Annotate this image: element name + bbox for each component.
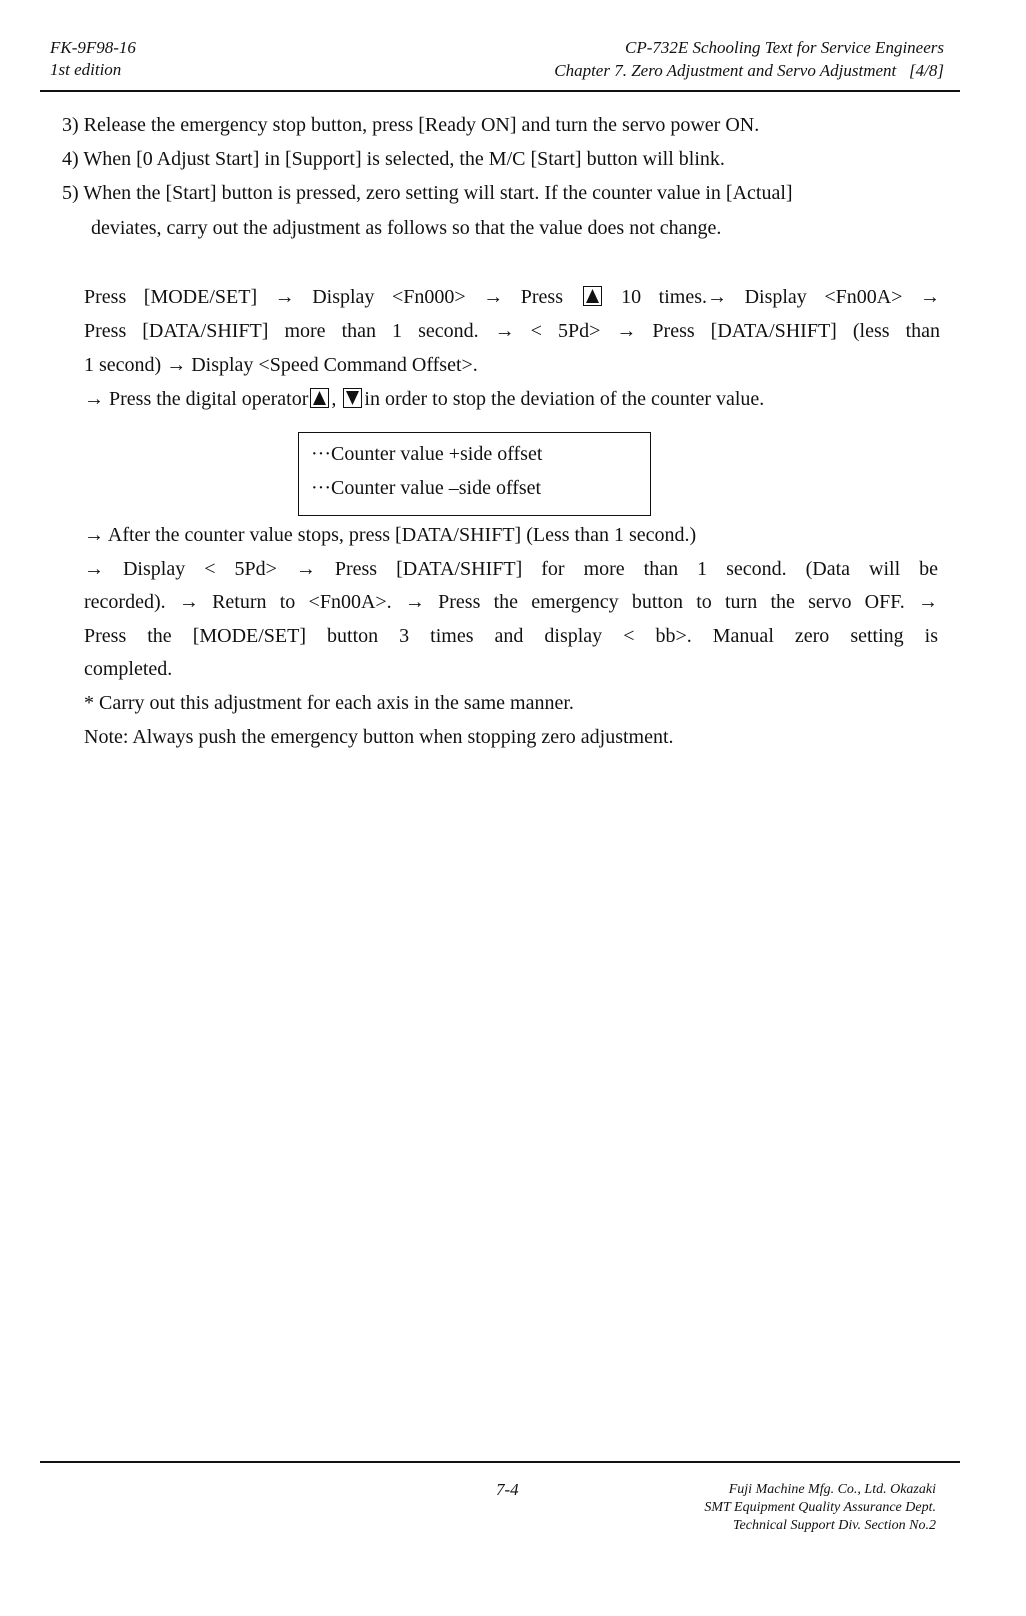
doc-title: CP-732E Schooling Text for Service Engineers (624, 38, 944, 57)
step-text: When the [Start] button is pressed, zero setting will start. If the counter value in [Actual] (83, 182, 793, 204)
minus-offset-text: ···Counter value –side offset (311, 477, 542, 499)
procedure-line-2: Press [DATA/SHIFT] more than 1 second. → < 5Pd> → Press [DATA/SHIFT] (less than (84, 320, 940, 342)
step-5 (62, 181, 793, 205)
doc-id: FK-9F98-16 (50, 38, 136, 57)
procedure-text: 10 times.→ Display <Fn00A> → (621, 286, 941, 308)
step-number: 3) (62, 114, 79, 136)
up-key-icon (310, 388, 329, 408)
procedure-text: → Press the digital operator (84, 388, 309, 410)
after-line-4: Press the [MODE/SET] button 3 times and display < bb>. Manual zero setting is (84, 625, 938, 647)
after-line-5: completed. (84, 658, 173, 680)
note-emergency: Note: Always push the emergency button when stopping zero adjustment. (84, 726, 674, 748)
step-text: Release the emergency stop button, press [Ready ON] and turn the servo power ON. (83, 114, 760, 136)
step-5-cont: deviates, carry out the adjustment as follows so that the value does not change. (91, 217, 722, 239)
footer-section: Technical Support Div. Section No.2 (733, 1518, 936, 1533)
chapter-text: Chapter 7. Zero Adjustment and Servo Adjustment (554, 61, 897, 80)
step-number: 5) (62, 182, 79, 204)
chapter-title (554, 60, 944, 82)
after-line-3: recorded). → Return to <Fn00A>. → Press the emergency button to turn the servo OFF. → (84, 591, 938, 613)
footer-company: Fuji Machine Mfg. Co., Ltd. Okazaki (728, 1482, 936, 1497)
procedure-line-3: 1 second) → Display <Speed Command Offset>. (84, 354, 478, 376)
note-each-axis: * Carry out this adjustment for each axis in the same manner. (84, 692, 574, 714)
procedure-line-1 (84, 285, 940, 309)
offset-box (298, 432, 651, 516)
step-number: 4) (62, 148, 79, 170)
step-4 (62, 147, 725, 171)
header-rule (40, 90, 960, 92)
step-text: When [0 Adjust Start] in [Support] is selected, the M/C [Start] button will blink. (83, 148, 725, 170)
after-line-1: → After the counter value stops, press [DATA/SHIFT] (Less than 1 second.) (84, 524, 697, 546)
down-key-icon (343, 388, 362, 408)
up-key-icon (583, 286, 602, 306)
footer-rule (40, 1461, 960, 1463)
procedure-text: in order to stop the deviation of the counter value. (364, 388, 765, 410)
plus-offset-text: ···Counter value +side offset (311, 443, 543, 465)
page-number: 7-4 (496, 1480, 519, 1499)
after-line-2: → Display < 5Pd> → Press [DATA/SHIFT] for more than 1 second. (Data will be (84, 558, 938, 580)
footer-dept: SMT Equipment Quality Assurance Dept. (704, 1500, 936, 1515)
procedure-line-4 (84, 387, 764, 411)
procedure-text: Press [MODE/SET] → Display <Fn000> → Press (84, 286, 563, 308)
step-3 (62, 113, 759, 137)
edition: 1st edition (50, 60, 122, 79)
procedure-text: , (331, 388, 337, 410)
page-of: [4/8] (909, 61, 944, 80)
